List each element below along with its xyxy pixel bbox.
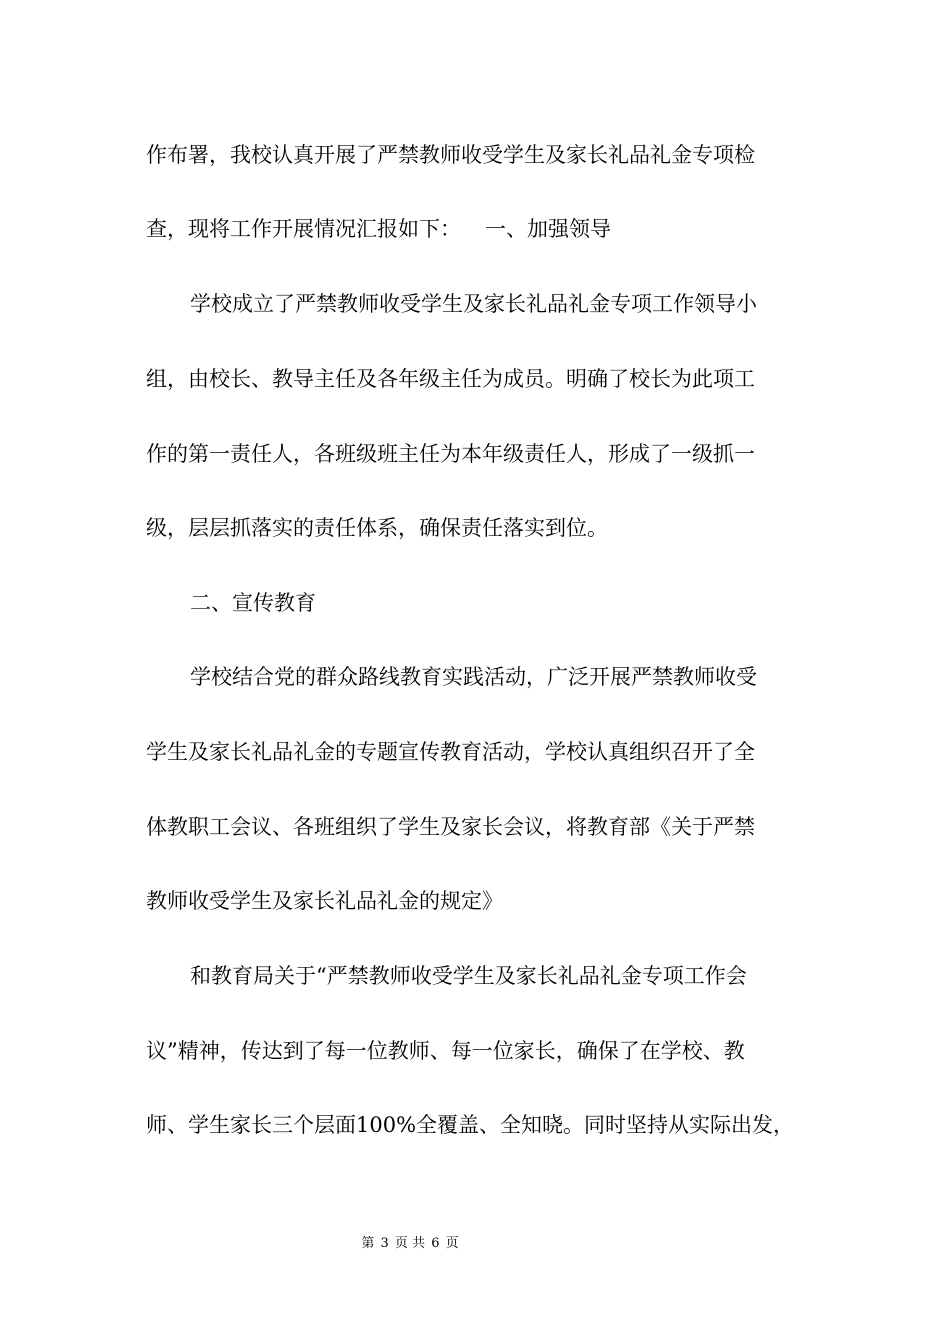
footer-mid: 页 共 [394,1236,426,1251]
page-footer [0,1236,820,1252]
section-heading: 二、宣传教育 [190,591,316,615]
footer-suffix: 页 [445,1236,459,1251]
body-line: 组，由校长、教导主任及各年级主任为成员。明确了校长为此项工 [146,367,755,391]
body-line: 学校结合党的群众路线教育实践活动，广泛开展严禁教师收受 [190,665,757,689]
footer-page-number: 3 [380,1236,389,1251]
body-line: 学校成立了严禁教师收受学生及家长礼品礼金专项工作领导小 [190,292,757,316]
body-line: 作布署，我校认真开展了严禁教师收受学生及家长礼品礼金专项检 [146,143,755,167]
body-line: 作的第一责任人，各班级班主任为本年级责任人，形成了一级抓一 [146,442,755,466]
body-line: 学生及家长礼品礼金的专题宣传教育活动，学校认真组织召开了全 [146,740,755,764]
body-line: 体教职工会议、各班组织了学生及家长会议，将教育部《关于严禁 [146,815,755,839]
footer-prefix: 第 [361,1236,375,1251]
body-line: 级，层层抓落实的责任体系，确保责任落实到位。 [146,516,608,540]
body-line: 教师收受学生及家长礼品礼金的规定》 [146,889,503,913]
body-line-text: 查，现将工作开展情况汇报如下： [146,217,461,241]
body-line: 师、学生家长三个层面100%全覆盖、全知晓。同时坚持从实际出发， [146,1113,795,1137]
body-line: 议”精神，传达到了每一位教师、每一位家长，确保了在学校、教 [146,1039,745,1063]
section-heading: 一、加强领导 [485,217,611,241]
body-line [146,216,611,242]
footer-total-pages: 6 [431,1236,440,1251]
body-line: 和教育局关于“严禁教师收受学生及家长礼品礼金专项工作会 [190,964,747,988]
